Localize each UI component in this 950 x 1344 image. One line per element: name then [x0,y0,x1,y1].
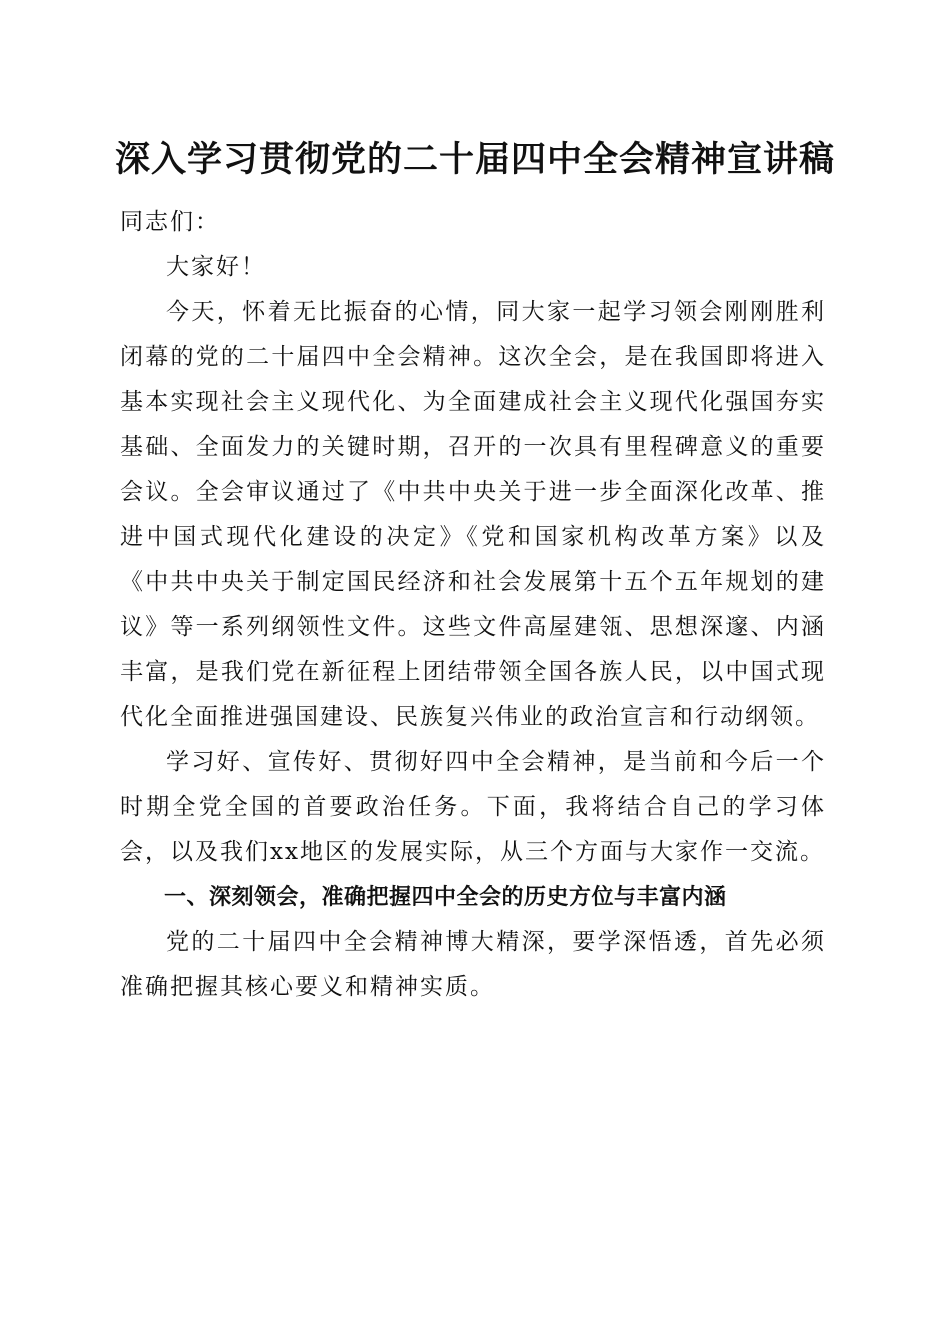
section-paragraph: 党的二十届四中全会精神博大精深，要学深悟透，首先必须准确把握其核心要义和精神实质。 [120,929,826,1000]
salutation: 同志们： [120,209,220,235]
paragraph-intro: 今天，怀着无比振奋的心情，同大家一起学习领会刚刚胜利闭幕的党的二十届四中全会精神。这次全会，是在我国即将进入基本实现社会主义现代化、为全面建成社会主义现代化强国夯实基础、全面发力的关键时期，召开的一次具有里程碑意义的重要会议。全会审议通过了《中共中央关于进一步全面深化改革、推进中国式现代化建设的决定》《党和国家机构改革方案》以及《中共中央关于制定国民经济和社会发展第十五个五年规划的建议》等一系列纲领性文件。这些文件高屋建瓴、思想深邃、内涵丰富，是我们党在新征程上团结带领全国各族人民，以中国式现代化全面推进强国建设、民族复兴伟业的政治宣言和行动纲领。 [120,299,826,730]
paragraph-task: 学习好、宣传好、贯彻好四中全会精神，是当前和今后一个时期全党全国的首要政治任务。下面，我将结合自己的学习体会，以及我们xx地区的发展实际，从三个方面与大家作一交流。 [120,749,826,865]
greeting: 大家好！ [166,254,266,280]
section-heading: 一、深刻领会，准确把握四中全会的历史方位与丰富内涵 [164,885,727,910]
document-body [120,200,826,1010]
document-title: 深入学习贯彻党的二十届四中全会精神宣讲稿 [114,139,835,180]
